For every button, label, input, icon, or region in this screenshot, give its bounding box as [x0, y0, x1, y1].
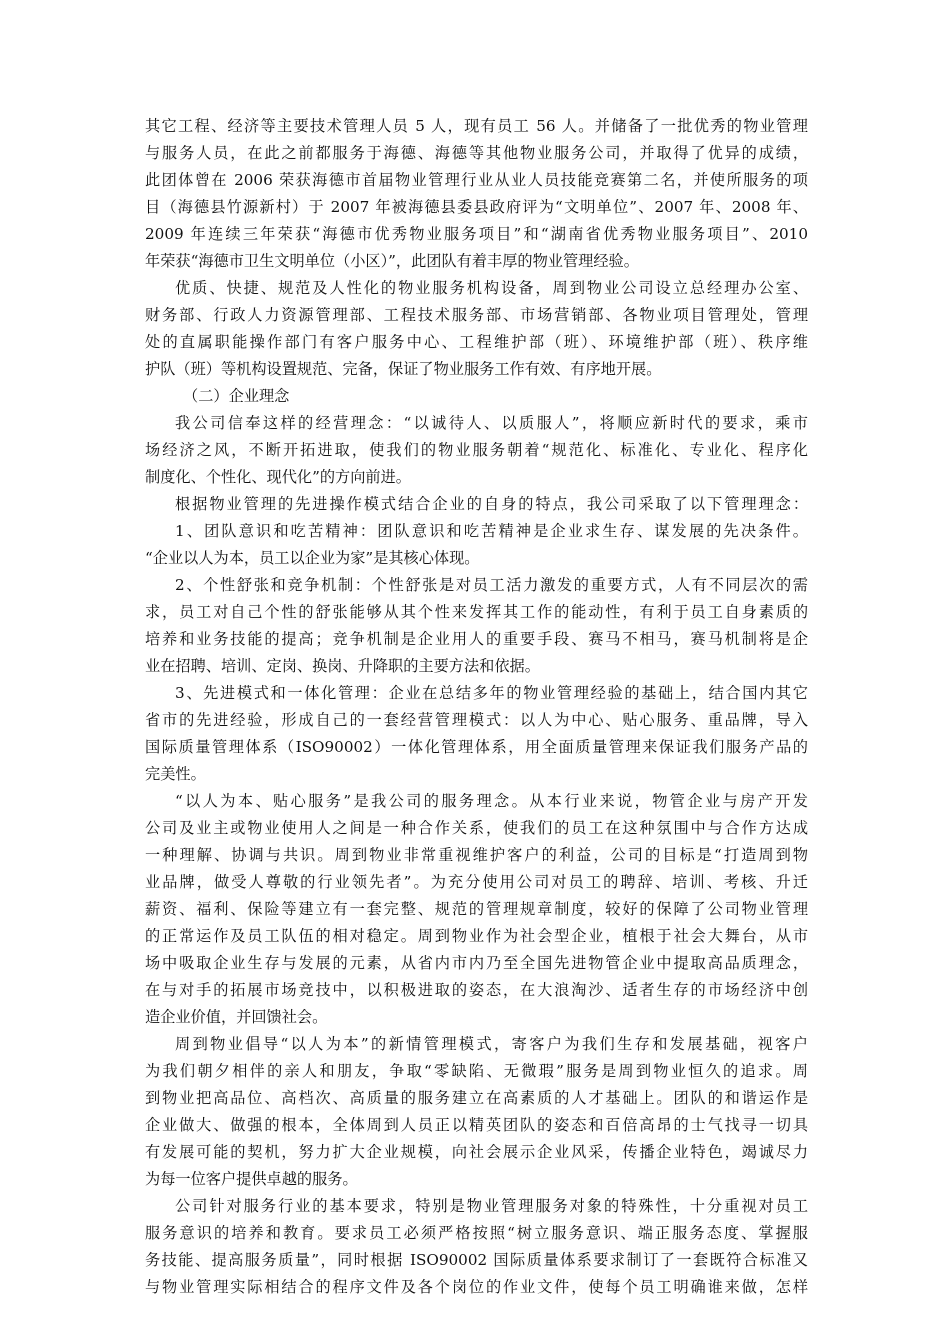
- text-line: 此团体曾在 2006 荣获海德市首届物业管理行业从业人员技能竞赛第二名，并使所服务的项: [145, 171, 808, 189]
- text-line: （二）企业理念: [183, 387, 290, 405]
- text-line: 公司及业主或物业使用人之间是一种合作关系，使我们的员工在这种氛围中与合作方达成: [145, 819, 808, 837]
- text-line: 培养和业务技能的提高；竞争机制是企业用人的重要手段、赛马不相马，赛马机制将是企: [145, 630, 808, 648]
- text-line: 务技能、提高服务质量”，同时根据 ISO90002 国际质量体系要求制订了一套既符合标准又: [145, 1251, 808, 1269]
- text-line: 省市的先进经验，形成自己的一套经营管理模式：以人为中心、贴心服务、重品牌，导入: [145, 711, 808, 729]
- text-line: 场中吸取企业生存与发展的元素，从省内市内乃至全国先进物管企业中提取高品质理念，: [145, 954, 808, 972]
- text-line: 为每一位客户提供卓越的服务。: [145, 1170, 358, 1188]
- text-line: 3、先进模式和一体化管理：企业在总结多年的物业管理经验的基础上，结合国内其它: [175, 684, 808, 702]
- text-line: 到物业把高品位、高档次、高质量的服务建立在高素质的人才基础上。团队的和谐运作是: [145, 1089, 808, 1107]
- text-line: 年荣获“海德市卫生文明单位（小区）”，此团队有着丰厚的物业管理经验。: [145, 252, 639, 270]
- text-line: 业品牌，做受人尊敬的行业领先者”。为充分使用公司对员工的聘辞、培训、考核、升迁: [145, 873, 808, 891]
- text-line: 的正常运作及员工队伍的相对稳定。周到物业作为社会型企业，植根于社会大舞台，从市: [145, 927, 808, 945]
- text-line: 有发展可能的契机，努力扩大企业规模，向社会展示企业风采，传播企业特色，竭诚尽力: [145, 1143, 808, 1161]
- text-line: 处的直属职能操作部门有客户服务中心、工程维护部（班）、环境维护部（班）、秩序维: [145, 333, 808, 351]
- text-line: 服务意识的培养和教育。要求员工必须严格按照“树立服务意识、端正服务态度、掌握服: [145, 1224, 808, 1242]
- text-line: 目（海德县竹源新村）于 2007 年被海德县委县政府评为“文明单位”、2007 年、2008 年、: [145, 198, 808, 216]
- text-line: 根据物业管理的先进操作模式结合企业的自身的特点，我公司采取了以下管理理念：: [175, 495, 808, 513]
- text-line: 造企业价值，并回馈社会。: [145, 1008, 328, 1026]
- text-line: “以人为本、贴心服务”是我公司的服务理念。从本行业来说，物管企业与房产开发: [175, 792, 808, 810]
- text-line: 场经济之风，不断开拓进取，使我们的物业服务朝着“规范化、标准化、专业化、程序化: [145, 441, 808, 459]
- text-line: 1、团队意识和吃苦精神：团队意识和吃苦精神是企业求生存、谋发展的先决条件。: [175, 522, 808, 540]
- text-line: 完美性。: [145, 765, 206, 783]
- text-line: 在与对手的拓展市场竞技中，以积极进取的姿态，在大浪淘沙、适者生存的市场经济中创: [145, 981, 808, 999]
- text-line: 周到物业倡导“以人为本”的新情管理模式，寄客户为我们生存和发展基础，视客户: [175, 1035, 808, 1053]
- text-line: 护队（班）等机构设置规范、完备，保证了物业服务工作有效、有序地开展。: [145, 360, 662, 378]
- text-line: 一种理解、协调与共识。周到物业非常重视维护客户的利益，公司的目标是“打造周到物: [145, 846, 808, 864]
- text-line: 其它工程、经济等主要技术管理人员 5 人，现有员工 56 人。并储备了一批优秀的物业管理: [145, 117, 808, 135]
- text-line: 我公司信奉这样的经营理念：“以诚待人、以质服人”，将顺应新时代的要求，乘市: [175, 414, 808, 432]
- text-line: 制度化、个性化、现代化”的方向前进。: [145, 468, 411, 486]
- text-line: 求，员工对自己个性的舒张能够从其个性来发挥其工作的能动性，有利于员工自身素质的: [145, 603, 808, 621]
- text-line: 薪资、福利、保险等建立有一套完整、规范的管理规章制度，较好的保障了公司物业管理: [145, 900, 808, 918]
- text-line: 业在招聘、培训、定岗、换岗、升降职的主要方法和依据。: [145, 657, 540, 675]
- text-line: 2009 年连续三年荣获“海德市优秀物业服务项目”和“湖南省优秀物业服务项目”、2010: [145, 225, 808, 243]
- text-line: 2、个性舒张和竞争机制：个性舒张是对员工活力激发的重要方式，人有不同层次的需: [175, 576, 808, 594]
- text-line: 为我们朝夕相伴的亲人和朋友，争取“零缺陷、无微瑕”服务是周到物业恒久的追求。周: [145, 1062, 808, 1080]
- text-line: 国际质量管理体系（ISO90002）一体化管理体系，用全面质量管理来保证我们服务产品的: [145, 738, 808, 756]
- document-page: [145, 113, 808, 1301]
- text-line: 财务部、行政人力资源管理部、工程技术服务部、市场营销部、各物业项目管理处，管理: [145, 306, 808, 324]
- text-line: 与物业管理实际相结合的程序文件及各个岗位的作业文件，使每个员工明确谁来做，怎样: [145, 1278, 808, 1296]
- text-line: 公司针对服务行业的基本要求，特别是物业管理服务对象的特殊性，十分重视对员工: [175, 1197, 808, 1215]
- text-line: 企业做大、做强的根本，全体周到人员正以精英团队的姿态和百倍高昂的士气找寻一切具: [145, 1116, 808, 1134]
- text-line: 与服务人员，在此之前都服务于海德、海德等其他物业服务公司，并取得了优异的成绩，: [145, 144, 808, 162]
- text-line: “企业以人为本，员工以企业为家”是其核心体现。: [145, 549, 480, 567]
- text-line: 优质、快捷、规范及人性化的物业服务机构设备，周到物业公司设立总经理办公室、: [175, 279, 808, 297]
